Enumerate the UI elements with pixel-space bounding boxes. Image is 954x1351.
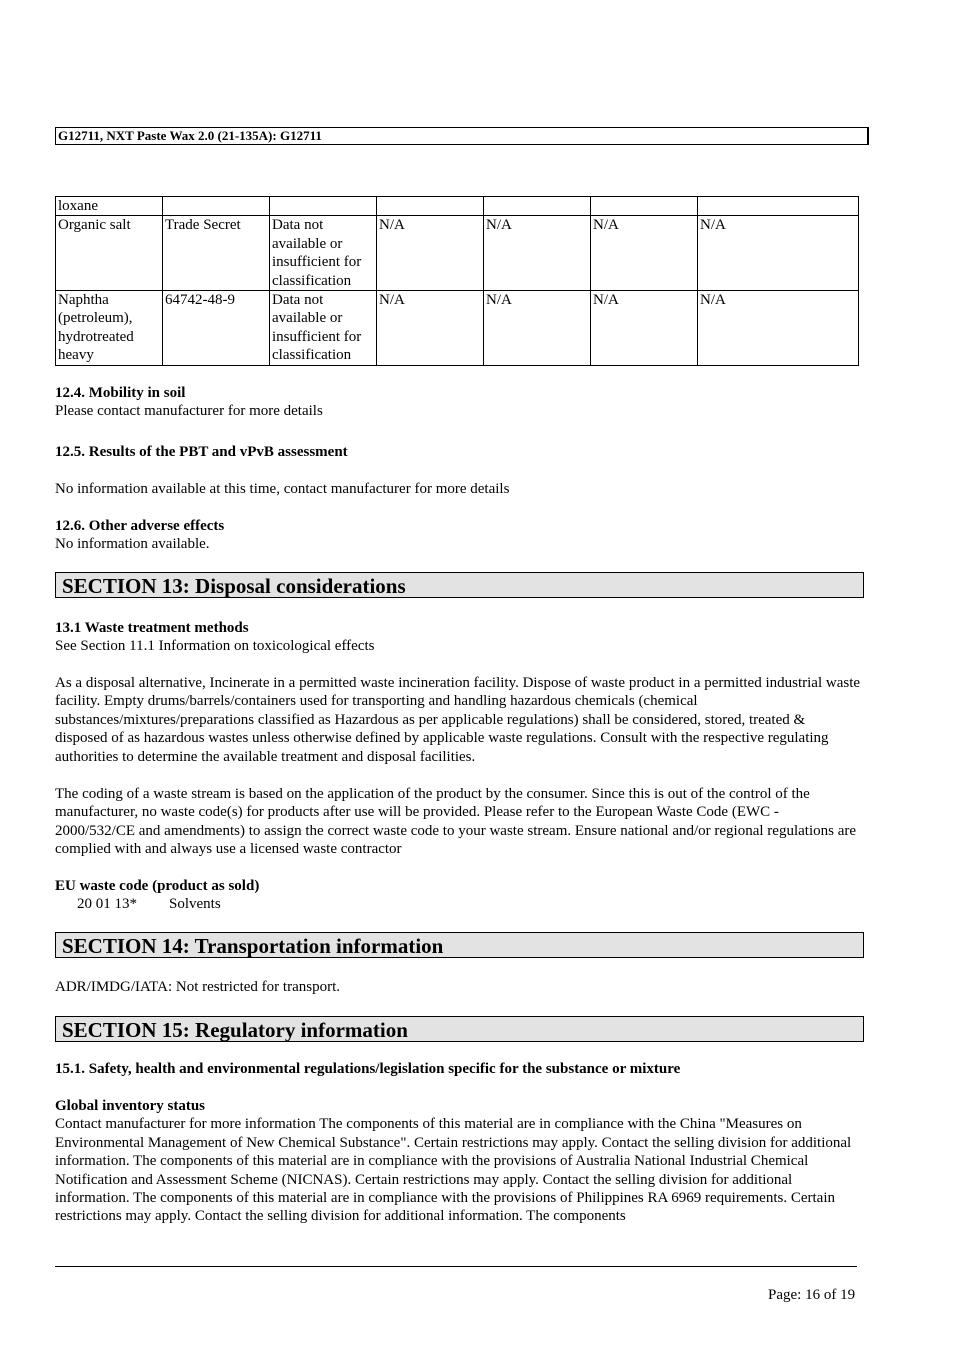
table-row (56, 197, 859, 216)
section-13-1 (55, 619, 861, 656)
table-cell: N/A (484, 216, 591, 291)
section-12-6 (55, 517, 861, 554)
table-cell (698, 197, 859, 216)
global-inventory-title: Global inventory status (55, 1098, 206, 1114)
section-12-5-text: No information available at this time, contact manufacturer for more details (55, 481, 510, 497)
global-inventory (55, 1097, 861, 1226)
section-12-4-text: Please contact manufacturer for more details (55, 403, 323, 420)
eu-waste-code (55, 877, 861, 895)
table-cell: N/A (484, 291, 591, 366)
document-header: G12711, NXT Paste Wax 2.0 (21-135A): G12711 (55, 127, 869, 145)
ecotox-table (55, 196, 859, 366)
table-cell: Naphtha (petroleum), hydrotreated heavy (56, 291, 163, 366)
eu-waste-code-title: EU waste code (product as sold) (55, 878, 260, 894)
table-cell: Organic salt (56, 216, 163, 291)
eu-waste-code-desc: Solvents (169, 896, 221, 912)
section-12-5-title: 12.5. Results of the PBT and vPvB assessment (55, 444, 348, 460)
table-row (56, 216, 859, 291)
section-13-1-title: 13.1 Waste treatment methods (55, 620, 249, 636)
eu-waste-code-number: 20 01 13* (77, 896, 137, 912)
table-cell: Data not available or insufficient for classification (270, 216, 377, 291)
table-cell: N/A (591, 216, 698, 291)
table-cell (163, 197, 270, 216)
table-cell: N/A (377, 291, 484, 366)
waste-coding-paragraph: The coding of a waste stream is based on the application of the product by the consumer. Since this is out of the control of the manufacturer, no waste code(s) for products after use will be provided. Please refer to the European Waste Code (EWC - 2000/532/CE and amendments) to assign the correct waste code to your waste stream. Ensure national and/or regional regulations are complied with and always use a licensed waste contractor (55, 786, 857, 858)
section-12-4 (55, 384, 861, 421)
table-cell: N/A (698, 291, 859, 366)
section-15-heading: SECTION 15: Regulatory information (55, 1016, 864, 1042)
section-13-heading: SECTION 13: Disposal considerations (55, 572, 864, 598)
section-14-heading: SECTION 14: Transportation information (55, 932, 864, 958)
section-15-1-title: 15.1. Safety, health and environmental regulations/legislation specific for the substance or mixture (55, 1061, 681, 1077)
table-cell (484, 197, 591, 216)
section-12-6-text: No information available. (55, 536, 210, 553)
table-row (56, 291, 859, 366)
footer-divider (55, 1266, 857, 1267)
table-cell (591, 197, 698, 216)
section-13-para2 (55, 785, 861, 859)
table-cell (270, 197, 377, 216)
eu-waste-code-row (77, 895, 221, 913)
section-12-6-title: 12.6. Other adverse effects (55, 518, 225, 534)
disposal-paragraph: As a disposal alternative, Incinerate in a permitted waste incineration facility. Dispose of waste product in a permitted industrial waste facility. Empty drums/barrels/containers used for transporting and handling hazardous chemicals (chemical substances/mixtures/preparations classified as Hazardous as per applicable regulations) shall be considered, stored, treated & disposed of as hazardous wastes unless otherwise defined by applicable waste regulations. Consult with the respective regulating authorities to determine the available treatment and disposal facilities. (55, 675, 861, 765)
table-cell: N/A (698, 216, 859, 291)
section-12-5-body (55, 480, 861, 498)
section-13-1-see: See Section 11.1 Information on toxicological effects (55, 638, 375, 655)
section-12-4-title: 12.4. Mobility in soil (55, 385, 186, 401)
table-cell: Data not available or insufficient for classification (270, 291, 377, 366)
table-cell: loxane (56, 197, 163, 216)
section-12-5 (55, 443, 861, 461)
page-number: Page: 16 of 19 (768, 1287, 856, 1303)
table-cell: N/A (591, 291, 698, 366)
section-15-1 (55, 1060, 861, 1078)
section-13-para1 (55, 674, 861, 766)
table-cell (377, 197, 484, 216)
table-cell: Trade Secret (163, 216, 270, 291)
transport-text: ADR/IMDG/IATA: Not restricted for transport. (55, 979, 340, 995)
table-cell: 64742-48-9 (163, 291, 270, 366)
global-inventory-text: Contact manufacturer for more information The components of this material are in compliance with the China "Measures on Environmental Management of New Chemical Substance". Certain restrictions may apply. Contact the selling division for additional information. The components of this material are in compliance with the provisions of Australia National Industrial Chemical Notification and Assessment Scheme (NICNAS). Certain restrictions may apply. Contact the selling division for additional information. The components of this material are in compliance with the provisions of Philippines RA 6969 requirements. Certain restrictions may apply. Contact the selling division for additional information. The components (55, 1116, 852, 1225)
table-cell: N/A (377, 216, 484, 291)
section-14-body (55, 978, 861, 996)
